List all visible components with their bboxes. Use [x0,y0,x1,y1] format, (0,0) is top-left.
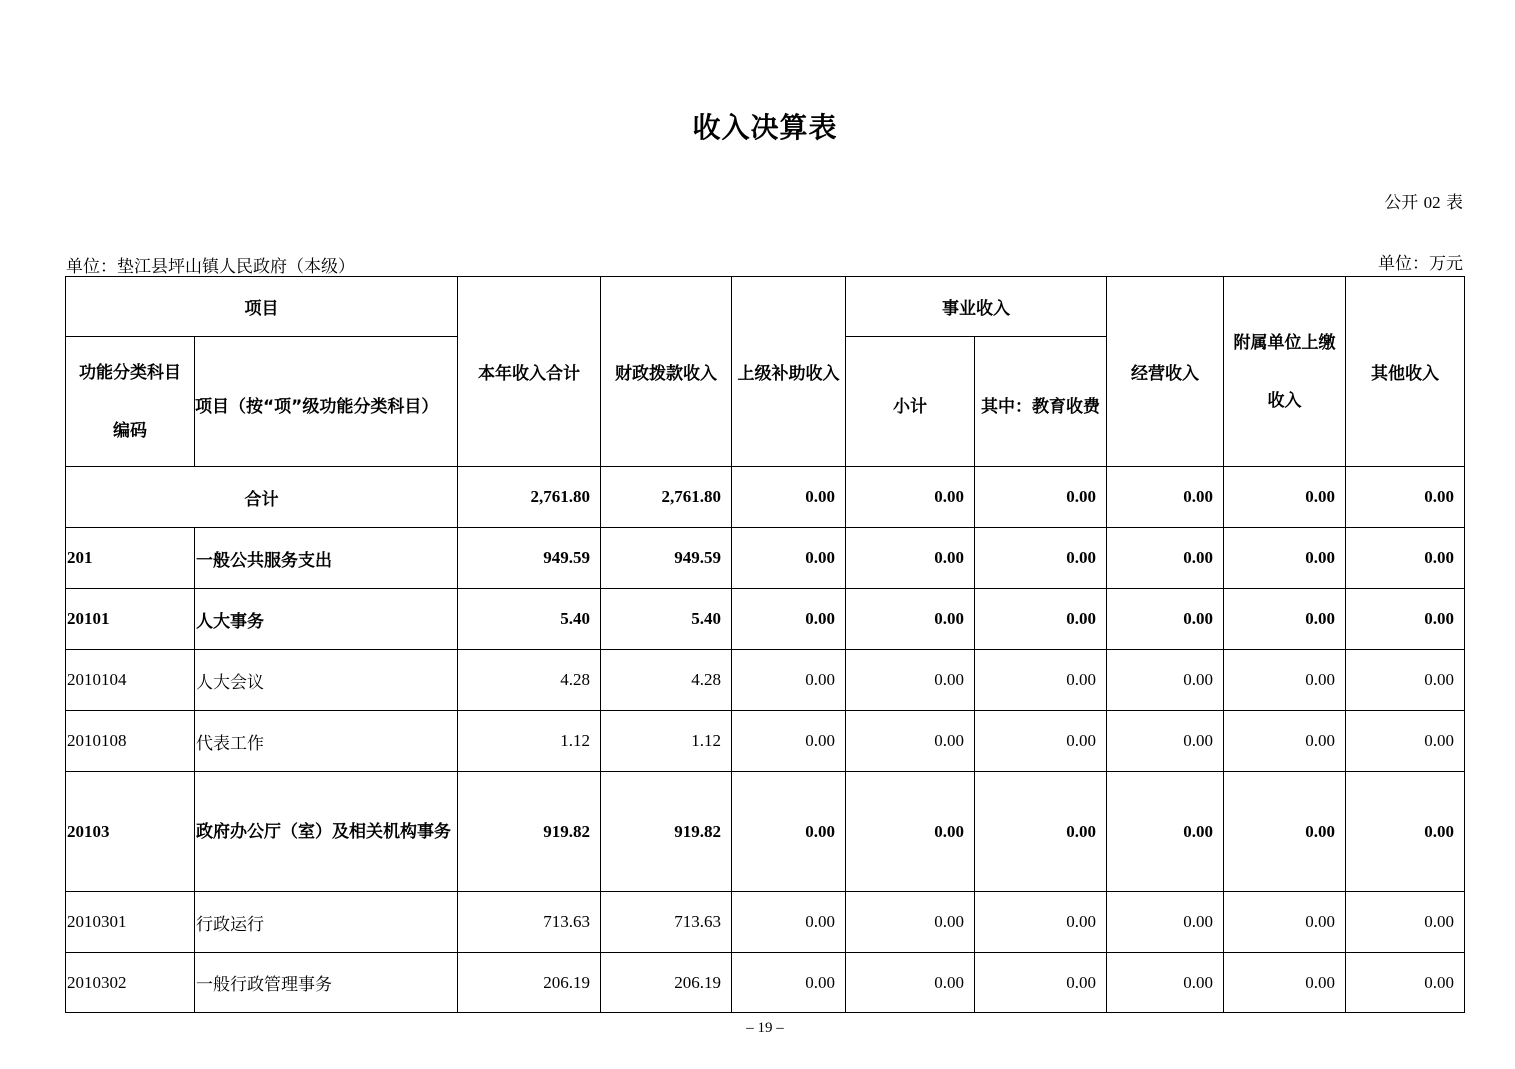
row-value: 0.00 [1346,589,1465,650]
row-value: 919.82 [601,772,732,892]
row-code: 2010104 [66,650,195,711]
row-name: 政府办公厅（室）及相关机构事务 [195,772,458,892]
row-value: 0.00 [732,711,846,772]
row-code: 20101 [66,589,195,650]
row-name: 人大会议 [195,650,458,711]
total-value: 2,761.80 [601,467,732,528]
row-value: 0.00 [846,892,975,953]
total-value: 2,761.80 [458,467,601,528]
row-value: 0.00 [975,711,1107,772]
total-value: 0.00 [846,467,975,528]
row-value: 5.40 [458,589,601,650]
row-value: 0.00 [975,953,1107,1013]
row-value: 5.40 [601,589,732,650]
table-row [66,589,1465,650]
row-value: 713.63 [601,892,732,953]
row-value: 0.00 [846,650,975,711]
row-value: 0.00 [975,772,1107,892]
header-name: 项目（按“项”级功能分类科目） [195,337,458,467]
row-value: 0.00 [975,528,1107,589]
total-value: 0.00 [1224,467,1346,528]
total-value: 0.00 [1346,467,1465,528]
table-row [66,711,1465,772]
row-value: 1.12 [601,711,732,772]
row-code: 20103 [66,772,195,892]
row-value: 0.00 [1224,711,1346,772]
page-number: – 19 – [746,1020,784,1036]
unit-currency: 单位：万元 [1378,254,1463,274]
unit-organization: 单位：垫江县坪山镇人民政府（本级） [66,257,355,277]
total-value: 0.00 [1107,467,1224,528]
row-value: 0.00 [846,711,975,772]
row-value: 713.63 [458,892,601,953]
total-value: 0.00 [975,467,1107,528]
row-value: 0.00 [1224,892,1346,953]
row-value: 0.00 [846,589,975,650]
row-value: 919.82 [458,772,601,892]
row-code: 2010302 [66,953,195,1013]
row-name: 人大事务 [195,589,458,650]
row-value: 0.00 [732,589,846,650]
page-title: 收入决算表 [692,111,838,144]
row-value: 0.00 [1346,892,1465,953]
row-value: 0.00 [732,892,846,953]
row-name: 行政运行 [195,892,458,953]
form-number [1384,188,1463,213]
row-code: 2010108 [66,711,195,772]
header-fiscal: 财政拨款收入 [601,277,732,467]
row-value: 0.00 [732,772,846,892]
header-other: 其他收入 [1346,277,1465,467]
row-value: 0.00 [732,953,846,1013]
table-row [66,772,1465,892]
row-code: 2010301 [66,892,195,953]
header-affiliated: 附属单位上缴收入 [1224,277,1346,467]
row-name: 一般公共服务支出 [195,528,458,589]
row-value: 0.00 [975,650,1107,711]
row-value: 1.12 [458,711,601,772]
row-value: 949.59 [601,528,732,589]
row-value: 0.00 [1107,892,1224,953]
row-value: 206.19 [458,953,601,1013]
total-label: 合计 [66,467,458,528]
income-table [65,276,1465,1013]
header-superior: 上级补助收入 [732,277,846,467]
row-value: 0.00 [846,772,975,892]
header-subtotal: 小计 [846,337,975,467]
total-row [66,467,1465,528]
row-value: 0.00 [1224,650,1346,711]
row-value: 4.28 [601,650,732,711]
table-row [66,650,1465,711]
row-value: 0.00 [1224,528,1346,589]
total-value: 0.00 [732,467,846,528]
row-value: 206.19 [601,953,732,1013]
row-value: 0.00 [1107,772,1224,892]
table-row [66,528,1465,589]
row-value: 0.00 [1346,528,1465,589]
header-business-group: 事业收入 [846,277,1107,337]
row-name: 代表工作 [195,711,458,772]
table-row [66,892,1465,953]
row-value: 0.00 [1224,589,1346,650]
row-value: 0.00 [1346,650,1465,711]
form-number-suffix: 表 [1446,193,1463,213]
table-row [66,953,1465,1013]
row-value: 0.00 [1346,711,1465,772]
row-code: 201 [66,528,195,589]
row-value: 0.00 [1107,953,1224,1013]
row-value: 0.00 [1107,528,1224,589]
header-code: 功能分类科目编码 [66,337,195,467]
row-value: 0.00 [1224,772,1346,892]
form-number-prefix: 公开 [1384,193,1419,213]
row-value: 0.00 [1107,650,1224,711]
row-value: 0.00 [732,528,846,589]
row-value: 0.00 [1346,772,1465,892]
row-value: 0.00 [1107,589,1224,650]
row-value: 949.59 [458,528,601,589]
header-total: 本年收入合计 [458,277,601,467]
form-number-value: 02 [1423,193,1441,212]
header-project: 项目 [66,277,458,337]
row-value: 0.00 [975,589,1107,650]
row-name: 一般行政管理事务 [195,953,458,1013]
row-value: 4.28 [458,650,601,711]
row-value: 0.00 [975,892,1107,953]
row-value: 0.00 [732,650,846,711]
header-operating: 经营收入 [1107,277,1224,467]
row-value: 0.00 [1346,953,1465,1013]
row-value: 0.00 [1224,953,1346,1013]
row-value: 0.00 [846,953,975,1013]
row-value: 0.00 [846,528,975,589]
header-education: 其中：教育收费 [975,337,1107,467]
row-value: 0.00 [1107,711,1224,772]
